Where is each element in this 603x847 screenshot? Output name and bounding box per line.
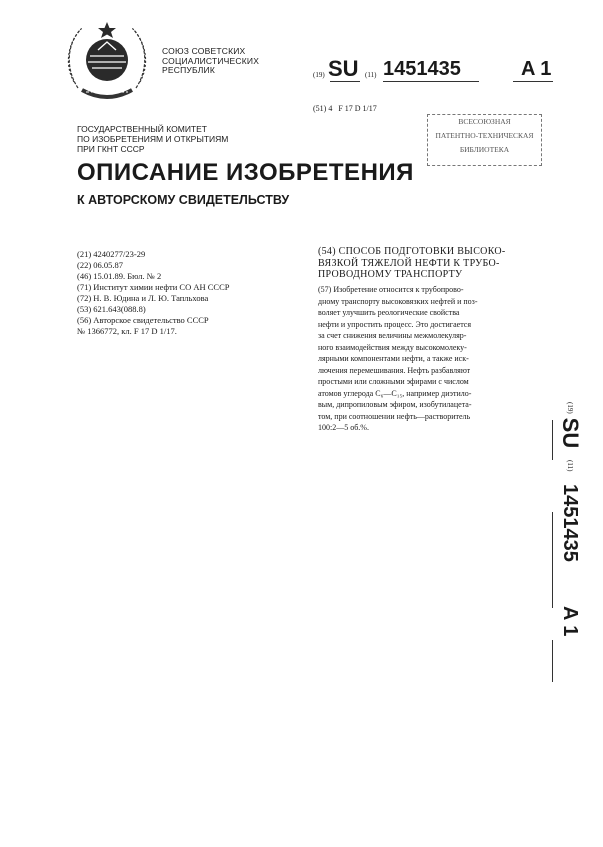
side-code-11: (11) <box>566 460 574 472</box>
kind-code: A 1 <box>521 58 552 80</box>
code-51: (51) 4 <box>313 104 333 113</box>
abstract-line: ного взаимодействия между высокомолеку- <box>318 342 467 352</box>
abstract-line: простыми или сложными эфирами с числом <box>318 377 469 386</box>
abstract-line: том, при соотношении нефть—растворитель <box>318 411 471 421</box>
state-line: СОЦИАЛИСТИЧЕСКИХ <box>162 55 260 66</box>
stamp-line: БИБЛИОТЕКА <box>459 145 510 154</box>
abstract-line: вым, дипропиловым эфиром, изобутилацета- <box>318 400 472 409</box>
committee <box>77 124 228 154</box>
invention-title-line: (54) СПОСОБ ПОДГОТОВКИ ВЫСОКО- <box>318 246 506 257</box>
committee-line: ПО ИЗОБРЕТЕНИЯМ И ОТКРЫТИЯМ <box>77 134 229 144</box>
committee-line: ГОСУДАРСТВЕННЫЙ КОМИТЕТ <box>77 124 207 134</box>
soviet-emblem-icon <box>64 18 150 106</box>
code-19: (19) <box>313 71 325 79</box>
side-code-19: (19) <box>566 402 574 414</box>
abstract-line: 100:2—5 об.%. <box>318 423 369 432</box>
stamp-line: ПАТЕНТНО-ТЕХНИЧЕСКАЯ <box>435 131 534 140</box>
side-patent-number-value: 1451435 <box>559 483 581 562</box>
abstract-line: воляет улучшить реологические свойства <box>318 308 460 317</box>
biblio-item: (72) Н. В. Юдина и Л. Ю. Тапльхова <box>77 293 209 303</box>
biblio-item: (71) Институт химии нефти СО АН СССР <box>77 282 230 292</box>
state-line: РЕСПУБЛИК <box>162 65 216 75</box>
abstract-line: нефти и упростить процесс. Это достигается <box>318 319 472 329</box>
state-name <box>162 47 259 76</box>
document-title: ОПИСАНИЕ ИЗОБРЕТЕНИЯ <box>77 159 414 186</box>
country-code: SU <box>328 56 359 81</box>
biblio-item: (21) 4240277/23-29 <box>77 249 146 259</box>
abstract-line: дному транспорту высоковязких нефтей и поз- <box>318 296 478 306</box>
ipc-class: F 17 D 1/17 <box>338 104 377 113</box>
invention-title <box>318 246 506 281</box>
biblio-item: (56) Авторское свидетельство СССР <box>77 315 209 325</box>
biblio-item: № 1366772, кл. F 17 D 1/17. <box>77 326 177 336</box>
document-subtitle: К АВТОРСКОМУ СВИДЕТЕЛЬСТВУ <box>77 193 290 207</box>
patent-number-line <box>313 56 553 86</box>
bibliographic-data <box>77 249 230 337</box>
side-kind-code: A 1 <box>559 605 581 636</box>
biblio-item: (53) 621.643(088.8) <box>77 304 146 314</box>
abstract <box>318 284 546 434</box>
patent-number: 1451435 <box>383 58 461 80</box>
side-country-code: SU <box>558 417 583 449</box>
abstract-line: за счет снижения величины межмолекуляр- <box>318 331 467 340</box>
committee-line: ПРИ ГКНТ СССР <box>77 144 145 154</box>
state-line: СОЮЗ СОВЕТСКИХ <box>162 46 246 56</box>
invention-title-line: ВЯЗКОЙ ТЯЖЕЛОЙ НЕФТИ К ТРУБО- <box>318 257 500 269</box>
abstract-line: атомов углерода C₆—C₁₅, например диэтило- <box>318 388 472 398</box>
code-11: (11) <box>365 71 377 79</box>
side-patent-number <box>556 402 584 702</box>
abstract-line: лючения перемешивания. Нефть разбавляют <box>318 365 471 375</box>
biblio-item: (22) 06.05.87 <box>77 260 124 270</box>
abstract-line: лярными компонентами нефти, а также иск- <box>318 354 469 363</box>
stamp-line: ВСЕСОЮЗНАЯ <box>458 117 511 126</box>
library-stamp <box>427 114 542 166</box>
invention-title-line: ПРОВОДНОМУ ТРАНСПОРТУ <box>318 269 463 280</box>
ipc-line <box>313 104 377 113</box>
abstract-line: (57) Изобретение относится к трубопрово- <box>318 285 464 294</box>
biblio-item: (46) 15.01.89. Бюл. № 2 <box>77 271 162 281</box>
